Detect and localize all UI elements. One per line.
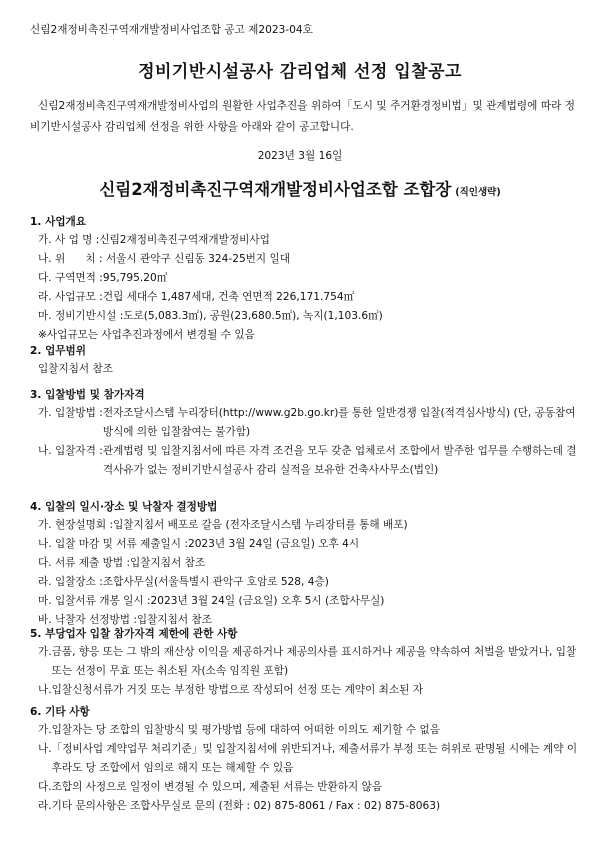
list-item [30,592,578,611]
item-value: 전자조달시스템 누리장터(http://www.g2b.go.kr)를 통한 일반경쟁 입찰(적격심사방식) (단, 공동참여방식에 의한 입찰참여는 불가함) [102,407,576,438]
list-item [30,516,578,535]
list-item [30,535,578,554]
section-project-overview [30,213,578,345]
list-item [30,797,578,816]
list-item [30,681,578,700]
item-value: 신림2재정비촉진구역재개발정비사업 [99,234,270,246]
item-value: 입찰신청서류가 거짓 또는 부정한 방법으로 작성되어 선정 또는 계약이 최소된 자 [51,684,423,696]
item-value: 조합의 사정으로 일정이 변경될 수 있으며, 제출된 서류는 반환하지 않음 [51,781,383,793]
item-value: 「정비사업 계약업무 처리기준」및 입찰지침서에 위반되거나, 제출서류가 부정 또는 허위로 판명될 시에는 계약 이후라도 당 조합에서 임의로 해지 또는 해제할 수 있음 [51,743,578,774]
item-key: 다. 구역면적 : [38,272,103,284]
list-item [30,288,578,307]
list-item [30,554,578,573]
item-key: 바. 낙찰자 선정방법 : [38,614,137,626]
item-key: 가. [38,646,52,658]
item-key: 가. 사 업 명 : [38,234,100,246]
item-value: 입찰지침서 참조 [130,557,206,569]
intro-paragraph: 신림2재정비촉진구역재개발정비사업의 원활한 사업추진을 위하여「도시 및 주거환경정비법」및 관계법령에 따라 정비기반시설공사 감리업체 선정을 위한 사항을 아래와 같이 공고합니다. [30,100,575,133]
item-value: 2023년 3월 24일 (금요일) 오후 4시 [187,538,360,550]
list-item [30,307,578,326]
list-item [30,573,578,592]
section-heading: 4. 입찰의 일시·장소 및 낙찰자 결정방법 [30,501,218,513]
item-value: 조합사무실(서울특별시 관악구 호암로 528, 4층) [102,576,329,588]
item-key: 가. 현장설명회 : [38,519,114,531]
item-key: 라. [38,800,52,812]
list-item [30,740,578,778]
list-item [30,269,578,288]
list-item [30,404,578,442]
item-value: 금품, 향응 또는 그 밖의 재산상 이익을 제공하거나 제공의사를 표시하거나 제공을 약속하여 처벌을 받았거나, 입찰 또는 선정이 무효 또는 취소된 자(소속 임직원 포함) [51,646,577,677]
list-item [30,721,578,740]
list-item [30,778,578,797]
item-value: 입찰자는 당 조합의 입찰방식 및 평가방법 등에 대하여 어떠한 이의도 제기할 수 없음 [51,724,440,736]
seal-omitted-note: (직인생략) [455,187,501,198]
notice-date: 2023년 3월 16일 [257,150,343,162]
section-other-matters [30,703,578,816]
item-value: 관계법령 및 입찰지침서에 따른 자격 조건을 모두 갖춘 업체로서 조합에서 발주한 업무를 수행하는데 결격사유가 없는 정비기반시설공사 감리 실적을 보유한 건축사사무소(법인) [102,445,577,476]
section-disqualification [30,625,578,700]
item-value: 입찰지침서 참조 [136,614,212,626]
section-heading: 1. 사업개요 [30,216,87,228]
issuer-name: 신림2재정비촉진구역재개발정비사업조합 조합장 [99,180,452,199]
item-key: 나. [38,684,52,696]
item-key: 라. 입찰장소 : [38,576,103,588]
section-scope-of-work [30,342,578,379]
list-item: 입찰지침서 참조 [38,363,114,375]
section-heading: 3. 입찰방법 및 참가자격 [30,389,145,401]
issuer [0,176,600,200]
item-key: 라. 사업규모 : [38,291,103,303]
item-key: 나. 위 치 : [38,253,106,265]
item-value: 사업규모는 사업추진과정에서 변경될 수 있음 [46,329,255,341]
note-mark: ※ [38,329,47,341]
item-key: 나. 입찰자격 : [38,445,103,457]
item-value: 입찰지침서 배포로 갈음 (전자조달시스템 누리장터를 통해 배포) [113,519,408,531]
item-value: 서울시 관악구 신림동 324-25번지 일대 [105,253,290,265]
list-item [30,250,578,269]
section-schedule-place [30,498,578,630]
list-item [30,231,578,250]
item-value: 2023년 3월 24일 (금요일) 오후 5시 (조합사무실) [150,595,385,607]
item-key: 다. 서류 제출 방법 : [38,557,131,569]
item-value: 도로(5,083.3㎡), 공원(23,680.5㎡), 녹지(1,103.6㎡) [123,310,383,322]
item-value: 기타 문의사항은 조합사무실로 문의 (전화 : 02) 875-8061 / Fax : 02) 875-8063) [51,800,441,812]
item-value: 95,795.20㎡ [102,272,168,284]
section-bidding-method [30,386,578,480]
item-value: 건립 세대수 1,487세대, 건축 연면적 226,171.754㎡ [102,291,355,303]
section-heading: 6. 기타 사항 [30,706,90,718]
item-key: 나. [38,743,52,755]
list-item [30,442,578,480]
item-key: 마. 정비기반시설 : [38,310,124,322]
section-heading: 5. 부당업자 입찰 참가자격 제한에 관한 사항 [30,628,238,640]
item-key: 가. [38,724,52,736]
notice-number: 신림2재정비촉진구역재개발정비사업조합 공고 제2023-04호 [30,24,313,36]
item-key: 가. 입찰방법 : [38,407,103,419]
notice-title: 정비기반시설공사 감리업체 선정 입찰공고 [138,62,462,82]
section-heading: 2. 업무범위 [30,345,87,357]
list-item [30,643,578,681]
item-key: 다. [38,781,52,793]
item-key: 나. 입찰 마감 및 서류 제출일시 : [38,538,188,550]
item-key: 마. 입찰서류 개봉 일시 : [38,595,151,607]
